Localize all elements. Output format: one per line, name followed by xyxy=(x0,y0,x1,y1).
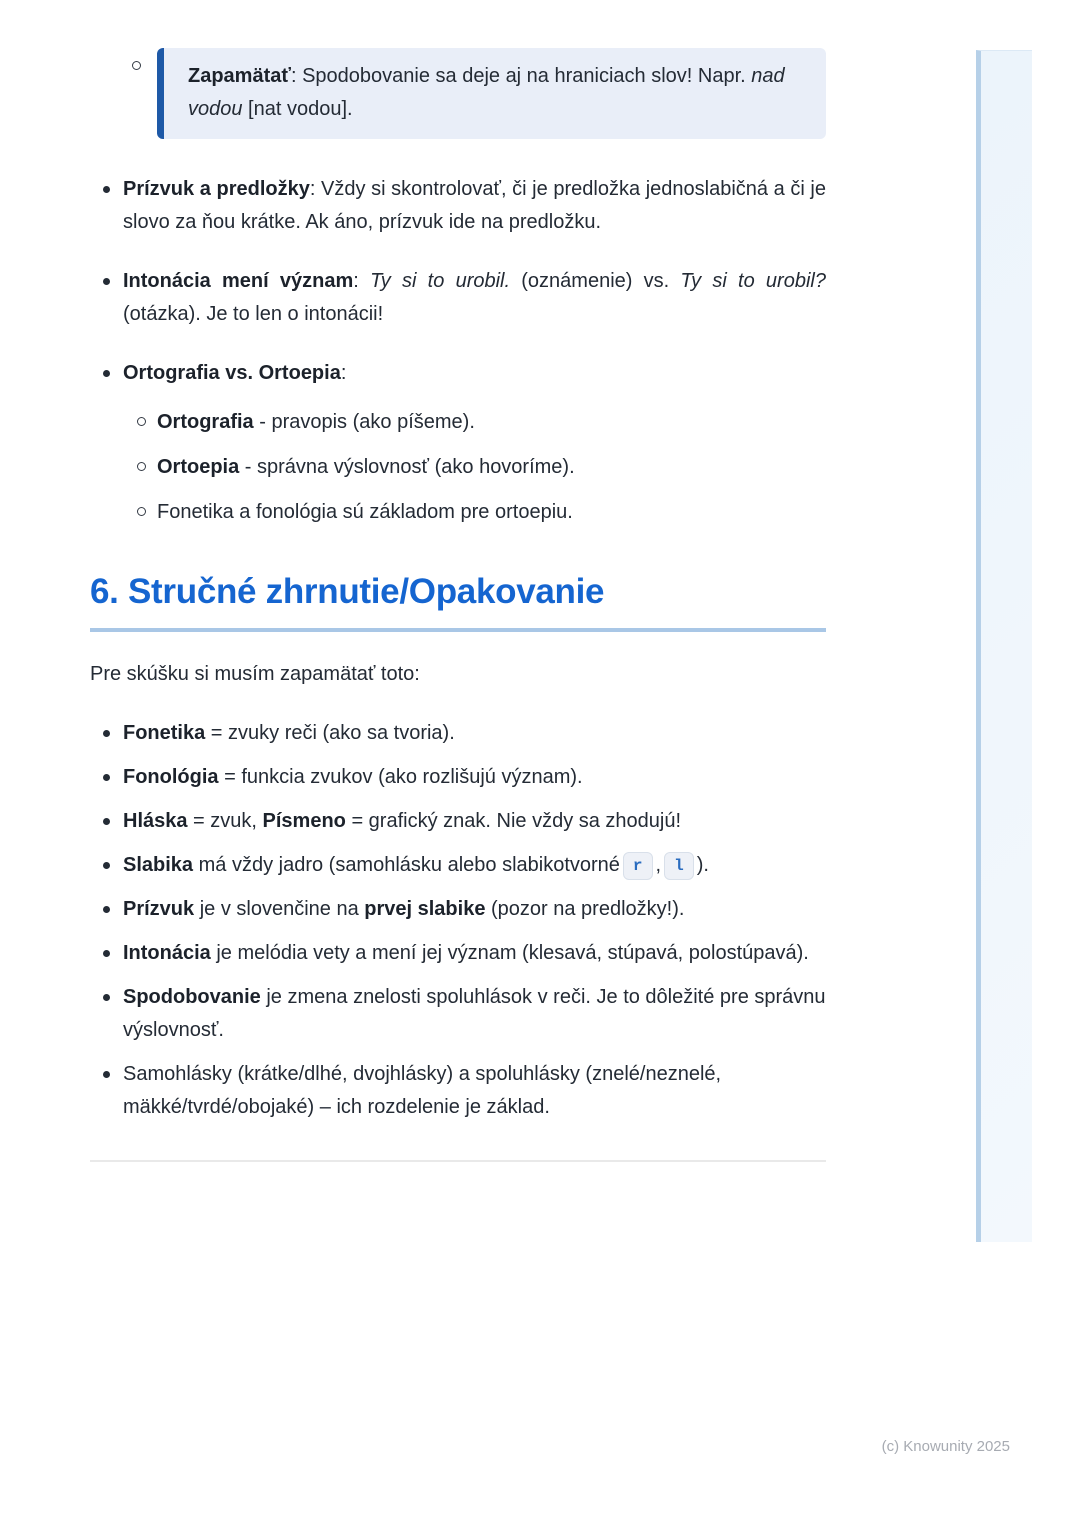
list-item-text xyxy=(123,937,826,970)
bold-text: Hláska xyxy=(123,810,188,832)
text: [nat vodou]. xyxy=(242,98,353,120)
bold-text: Prízvuk xyxy=(123,898,195,920)
bold-text: Fonetika xyxy=(123,722,206,744)
list-item-text xyxy=(123,981,826,1047)
bold-text: Prízvuk a predložky xyxy=(123,178,310,200)
text: = funkcia zvukov (ako rozlišujú význam). xyxy=(218,766,583,788)
text: : xyxy=(353,270,371,292)
text: - správna výslovnosť (ako hovoríme). xyxy=(239,456,575,478)
text: = zvuk, xyxy=(187,810,263,832)
list-item-text xyxy=(123,893,826,926)
list-item-text xyxy=(123,173,826,239)
summary-item xyxy=(90,761,826,794)
callout-box xyxy=(157,48,826,139)
section-intro: Pre skúšku si musím zapamätať toto: xyxy=(90,663,420,685)
callout-list xyxy=(90,48,826,139)
note-item xyxy=(90,173,826,239)
text: : Vždy si skontrolovať, či je predložka jednoslabičná a či je slovo za ňou krátke. Ak áno, prízvuk ide na predložku. xyxy=(123,178,826,233)
text: = zvuky reči (ako sa tvoria). xyxy=(205,722,455,744)
italic-text: Ty si to urobil? xyxy=(680,270,826,292)
text: : Spodobovanie sa deje aj na hraniciach slov! Napr. xyxy=(290,65,752,87)
list-item-text xyxy=(157,496,826,529)
text: , xyxy=(655,854,662,876)
note-item xyxy=(90,265,826,331)
summary-item xyxy=(90,849,826,882)
copyright-footer: (c) Knowunity 2025 xyxy=(881,1438,1010,1455)
bold-text: Fonológia xyxy=(123,766,219,788)
summary-list xyxy=(90,717,826,1124)
text: - pravopis (ako píšeme). xyxy=(253,411,475,433)
list-item-text xyxy=(123,805,826,838)
summary-item xyxy=(90,805,826,838)
list-item-text xyxy=(157,406,826,439)
bold-text: Zapamätať xyxy=(188,65,291,87)
text: : xyxy=(340,362,347,384)
italic-text: Ty si to urobil. xyxy=(370,270,511,292)
bold-text: Intonácia xyxy=(123,942,211,964)
summary-item xyxy=(90,893,826,926)
sub-list-item xyxy=(123,406,826,439)
summary-item xyxy=(90,717,826,750)
summary-item xyxy=(90,937,826,970)
text: Fonetika a fonológia sú základom pre ortoepiu. xyxy=(157,501,573,523)
text: (otázka). Je to len o intonácii! xyxy=(123,303,384,325)
list-item-text xyxy=(123,357,826,390)
list-item-text xyxy=(123,717,826,750)
document-content xyxy=(90,48,826,1162)
bold-text: Ortoepia xyxy=(157,456,240,478)
bold-text: Spodobovanie xyxy=(123,986,261,1008)
list-item-text xyxy=(123,265,826,331)
section-heading: 6. Stručné zhrnutie/Opakovanie xyxy=(90,571,826,632)
sub-list xyxy=(123,406,826,529)
section-divider xyxy=(90,1160,826,1162)
bold-text: Slabika xyxy=(123,854,194,876)
text: má vždy jadro (samohlásku alebo slabikotvorné xyxy=(193,854,620,876)
text: Samohlásky (krátke/dlhé, dvojhlásky) a spoluhlásky (znelé/neznelé, mäkké/tvrdé/obojaké) – ich rozdelenie je základ. xyxy=(123,1063,722,1118)
inline-code: l xyxy=(664,852,694,880)
text: je v slovenčine na xyxy=(194,898,365,920)
summary-item xyxy=(90,1058,826,1124)
callout-item xyxy=(90,48,826,139)
sub-list-item xyxy=(123,451,826,484)
list-item-text xyxy=(123,849,826,882)
list-item-text xyxy=(123,1058,826,1124)
sub-list-item xyxy=(123,496,826,529)
list-item-text xyxy=(123,761,826,794)
bold-text: Ortografia xyxy=(157,411,254,433)
inline-code: r xyxy=(623,852,653,880)
italic-text: nad vodou xyxy=(188,65,785,120)
text: = grafický znak. Nie vždy sa zhodujú! xyxy=(345,810,682,832)
notes-list xyxy=(90,173,826,529)
bold-text: Písmeno xyxy=(262,810,346,832)
text: (pozor na predložky!). xyxy=(485,898,685,920)
list-item-text xyxy=(157,451,826,484)
list-item-text xyxy=(188,60,806,126)
bold-text: Intonácia mení význam xyxy=(123,270,354,292)
page-margin-bar xyxy=(976,50,1032,1242)
note-item xyxy=(90,357,826,529)
text: je melódia vety a mení jej význam (klesavá, stúpavá, polostúpavá). xyxy=(210,942,809,964)
summary-item xyxy=(90,981,826,1047)
text: je zmena znelosti spoluhlások v reči. Je to dôležité pre správnu výslovnosť. xyxy=(123,986,826,1041)
text: ). xyxy=(696,854,709,876)
text: (oznámenie) vs. xyxy=(510,270,681,292)
bold-text: Ortografia vs. Ortoepia xyxy=(123,362,341,384)
bold-text: prvej slabike xyxy=(364,898,486,920)
